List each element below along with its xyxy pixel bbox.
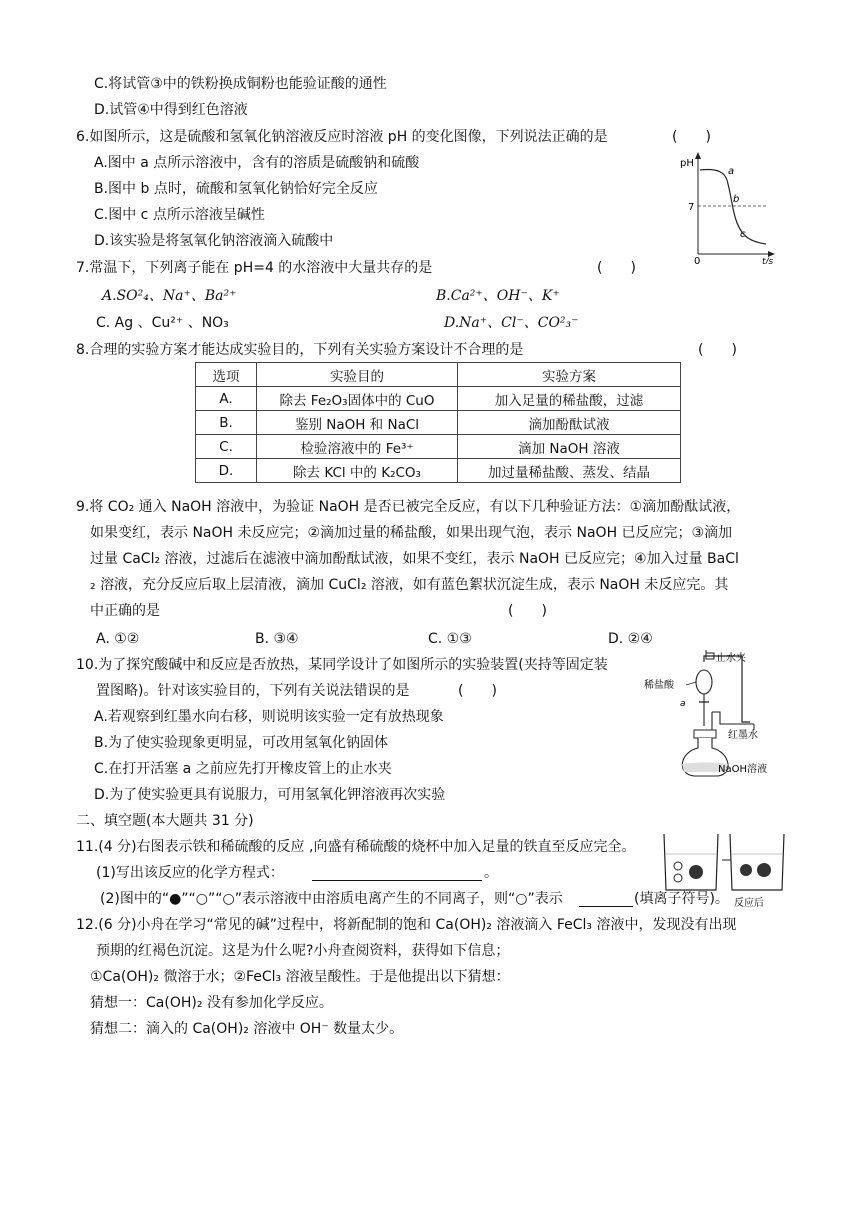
q9-line-1: 9.将 CO₂ 通入 NaOH 溶液中，为验证 NaOH 是否已被完全反应，有以下几种验证方法：①滴加酚酞试液， xyxy=(76,499,741,515)
table-cell: 加入足量的稀盐酸，过滤 xyxy=(458,387,681,411)
q7-option-b: B.Ca²⁺、OH⁻、K⁺ xyxy=(436,288,560,304)
label-clamp: 止水夹 xyxy=(716,653,746,664)
q10-option-b: B.为了使实验现象更明显，可改用氢氧化钠固体 xyxy=(94,735,389,751)
table-cell: 鉴别 NaOH 和 NaCl xyxy=(257,411,458,435)
section-2-heading: 二、填空题(本大题共 31 分) xyxy=(76,813,254,829)
table-cell: 滴加酚酞试液 xyxy=(458,411,681,435)
q6-stem: 6.如图所示，这是硫酸和氢氧化钠溶液反应时溶液 pH 的变化图像，下列说法正确的是 xyxy=(76,129,608,145)
graph-point-c: c xyxy=(740,229,746,240)
table-cell: A. xyxy=(196,387,257,411)
q11-part-2-end: (填离子符号)。 xyxy=(634,891,729,907)
graph-point-b: b xyxy=(733,194,740,205)
q10-answer-bracket: ( ) xyxy=(458,683,497,699)
graph-y-label: pH xyxy=(680,158,694,169)
q12-line-3: ①Ca(OH)₂ 微溶于水；②FeCl₃ 溶液呈酸性。于是他提出以下猜想： xyxy=(90,969,510,985)
graph-point-a: a xyxy=(728,166,735,177)
label-red-ink: 红墨水 xyxy=(728,730,758,741)
beaker-before xyxy=(664,834,718,890)
table-row xyxy=(196,435,681,459)
q6-option-a: A.图中 a 点所示溶液中，含有的溶质是硫酸钠和硫酸 xyxy=(94,155,420,171)
table-header: 实验方案 xyxy=(458,363,681,387)
q10-stem-line-1: 10.为了探究酸碱中和反应是否放热，某同学设计了如图所示的实验装置(夹持等固定装 xyxy=(76,657,608,673)
table-row xyxy=(196,459,681,483)
table-cell: 除去 Fe₂O₃固体中的 CuO xyxy=(257,387,458,411)
table-row xyxy=(196,387,681,411)
q12-line-5: 猜想二：滴入的 Ca(OH)₂ 溶液中 OH⁻ 数量太少。 xyxy=(90,1021,404,1037)
label-valve-a: a xyxy=(680,699,686,709)
graph-x-label: t/s xyxy=(762,257,774,264)
q7-option-d: D.Na⁺、Cl⁻、CO²₃⁻ xyxy=(444,315,579,331)
q11-part-1-end: 。 xyxy=(484,865,498,881)
neutralization-apparatus-figure xyxy=(642,648,802,780)
separatory-funnel xyxy=(696,670,712,694)
beaker-figure xyxy=(660,830,790,908)
q9-option-a: A. ①② xyxy=(96,631,140,647)
q7-option-c: C. Ag 、Cu²⁺ 、NO₃ xyxy=(96,315,229,331)
q10-stem-line-2: 置图略)。针对该实验目的，下列有关说法错误的是 xyxy=(96,683,410,699)
q8-table xyxy=(195,362,681,483)
q11-part-1: (1)写出该反应的化学方程式： xyxy=(96,865,284,881)
stopper xyxy=(694,730,716,738)
q6-answer-bracket: ( ) xyxy=(672,129,711,145)
table-cell: B. xyxy=(196,411,257,435)
table-cell: D. xyxy=(196,459,257,483)
q9-line-4: ₂ 溶液，充分反应后取上层清液，滴加 CuCl₂ 溶液，如有蓝色絮状沉淀生成，表示 NaOH 未反应完。其 xyxy=(90,577,729,593)
q5-option-c: C.将试管③中的铁粉换成铜粉也能验证酸的通性 xyxy=(94,76,387,92)
table-header: 实验目的 xyxy=(257,363,458,387)
label-naoh-solution: NaOH溶液 xyxy=(718,764,767,775)
q11-answer-blank-1[interactable] xyxy=(312,880,482,881)
q11-answer-blank-2[interactable] xyxy=(579,906,633,907)
q10-option-a: A.若观察到红墨水向右移，则说明该实验一定有放热现象 xyxy=(94,709,444,725)
table-header-row xyxy=(196,363,681,387)
q5-option-d: D.试管④中得到红色溶液 xyxy=(94,102,248,118)
q11-stem: 11.(4 分)右图表示铁和稀硫酸的反应 ,向盛有稀硫酸的烧杯中加入足量的铁直至反应完全。 xyxy=(76,839,636,855)
q9-option-d: D. ②④ xyxy=(608,631,653,647)
table-cell: 除去 KCl 中的 K₂CO₃ xyxy=(257,459,458,483)
table-cell: 检验溶液中的 Fe³⁺ xyxy=(257,435,458,459)
q9-line-3: 过量 CaCl₂ 溶液，过滤后在滤液中滴加酚酞试液，如果不变红，表示 NaOH 已反应完；④加入过量 BaCl xyxy=(90,551,739,567)
q7-option-a: A.SO²₄、Na⁺、Ba²⁺ xyxy=(102,288,237,304)
q6-option-b: B.图中 b 点时，硫酸和氢氧化钠恰好完全反应 xyxy=(94,181,378,197)
graph-tick-7: 7 xyxy=(688,202,695,213)
q8-answer-bracket: ( ) xyxy=(698,342,737,358)
q9-line-2: 如果变红，表示 NaOH 未反应完；②滴加过量的稀盐酸，如果出现气泡，表示 NaOH 已反应完；③滴加 xyxy=(90,525,733,541)
table-cell: 滴加 NaOH 溶液 xyxy=(458,435,681,459)
q7-stem: 7.常温下，下列离子能在 pH=4 的水溶液中大量共存的是 xyxy=(76,260,433,276)
q7-answer-bracket: ( ) xyxy=(597,260,636,276)
graph-origin: 0 xyxy=(694,256,701,264)
q6-option-c: C.图中 c 点所示溶液呈碱性 xyxy=(94,207,265,223)
beaker-after xyxy=(730,834,784,890)
table-cell: 加过量稀盐酸、蒸发、结晶 xyxy=(458,459,681,483)
q9-option-c: C. ①③ xyxy=(428,631,472,647)
table-row xyxy=(196,411,681,435)
q6-option-d: D.该实验是将氢氧化钠溶液滴入硫酸中 xyxy=(94,233,334,249)
table-header: 选项 xyxy=(196,363,257,387)
table-cell: C. xyxy=(196,435,257,459)
q12-line-1: 12.(6 分)小舟在学习“常见的碱”过程中，将新配制的饱和 Ca(OH)₂ 溶液滴入 FeCl₃ 溶液中，发现没有出现 xyxy=(76,917,737,933)
q10-option-d: D.为了使实验更具有说服力，可用氢氧化钾溶液再次实验 xyxy=(94,787,446,803)
q9-option-b: B. ③④ xyxy=(255,631,299,647)
label-after-reaction: 反应后 xyxy=(734,898,764,908)
q9-answer-bracket: ( ) xyxy=(508,603,547,619)
q12-line-4: 猜想一：Ca(OH)₂ 没有参加化学反应。 xyxy=(90,995,333,1011)
q11-part-2: (2)图中的“●”“○”“○”表示溶液中由溶质电离产生的不同离子，则“○”表示 xyxy=(100,891,563,907)
q10-option-c: C.在打开活塞 a 之前应先打开橡皮管上的止水夹 xyxy=(94,761,392,777)
q12-line-2: 预期的红褐色沉淀。这是为什么呢?小舟查阅资料，获得如下信息； xyxy=(96,943,510,959)
ph-curve-graph xyxy=(676,150,776,264)
q9-line-5: 中正确的是 xyxy=(90,603,160,619)
label-acid: 稀盐酸 xyxy=(644,680,674,691)
q8-stem: 8.合理的实验方案才能达成实验目的，下列有关实验方案设计不合理的是 xyxy=(76,342,524,358)
